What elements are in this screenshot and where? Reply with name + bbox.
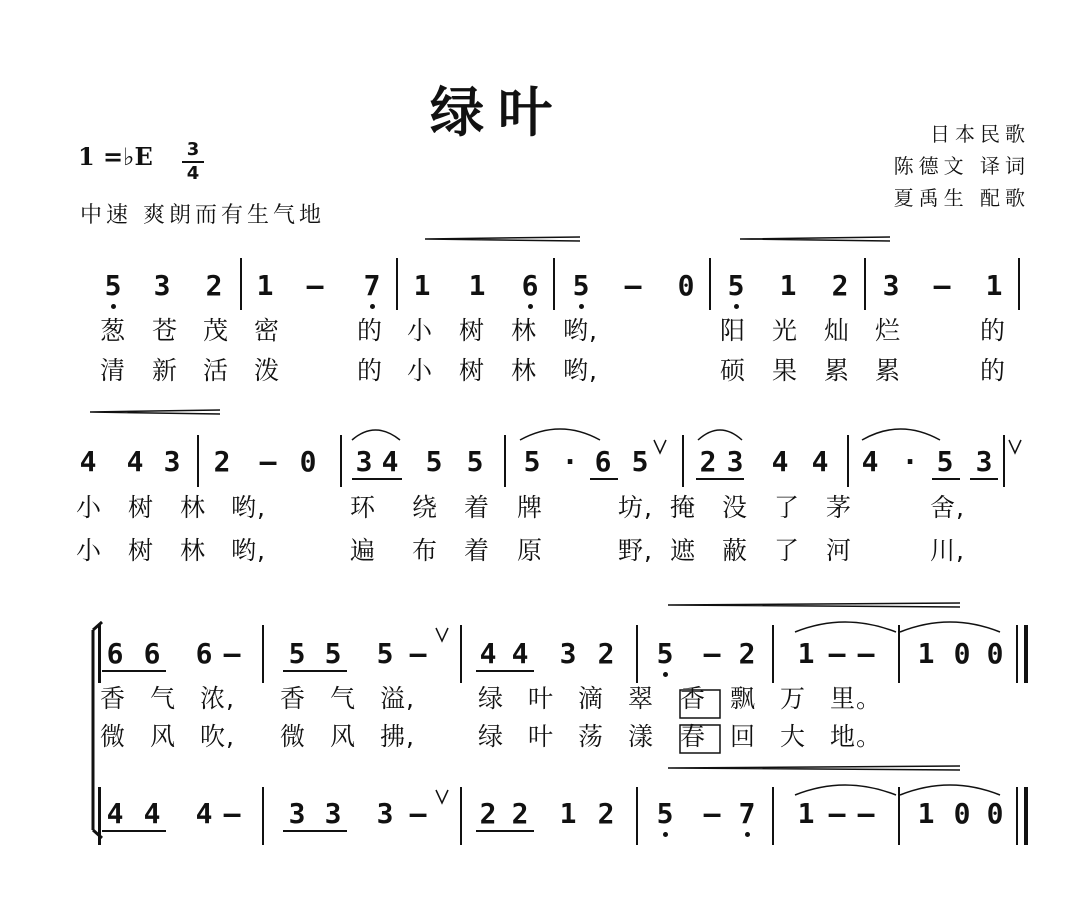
lyric-verse2: 泼 — [254, 356, 281, 385]
lyric-verse1: 的 — [357, 316, 384, 345]
system3-upper-note: 5 — [656, 637, 674, 670]
system1-note: 0 — [677, 269, 695, 302]
lyric-verse1: 茅 — [826, 493, 853, 522]
hairpin-1 — [425, 237, 580, 241]
lyric-verse2: 了 — [774, 536, 801, 565]
credit-arranger: 夏禹生 配歌 — [893, 186, 1030, 210]
lyric-verse1: 没 — [722, 493, 749, 522]
system1-note: – — [933, 269, 951, 302]
system2-note: 4 — [126, 445, 144, 478]
lyric-verse1: 浓, — [200, 684, 235, 713]
lyric-verse2: 风 — [330, 722, 357, 751]
lyric-verse1: 溢, — [380, 684, 415, 713]
slur-2 — [520, 429, 600, 440]
lyric-verse2: 的 — [357, 356, 384, 385]
lyric-verse2: 新 — [152, 356, 179, 385]
system2-note: 6 — [594, 445, 612, 478]
system3-upper-note: 1 — [917, 637, 935, 670]
credit-origin: 日本民歌 — [930, 122, 1030, 146]
system3-upper-note: 0 — [986, 637, 1004, 670]
system2-note: 5 — [523, 445, 541, 478]
breath-mark-2 — [1009, 440, 1021, 453]
song-title: 绿叶 — [430, 81, 566, 144]
system3-upper-note: 5 — [288, 637, 306, 670]
lyric-verse2: 河 — [826, 536, 853, 565]
lyric-verse2: 硕 — [720, 356, 747, 385]
system2-note: 2 — [699, 445, 717, 478]
system1-note: 1 — [413, 269, 431, 302]
lyric-verse2: 的 — [980, 356, 1007, 385]
lyric-verse1: 的 — [980, 316, 1007, 345]
system3-lower-note: – — [828, 797, 846, 830]
system2-note: 4 — [381, 445, 399, 478]
system1-note: 2 — [205, 269, 223, 302]
lyric-verse1: 哟, — [231, 493, 266, 522]
hairpin-2 — [740, 237, 890, 241]
lyric-verse1: 树 — [459, 316, 486, 345]
slur-4 — [862, 429, 940, 440]
system3-lower-note: – — [857, 797, 875, 830]
system2-note: 4 — [79, 445, 97, 478]
lyric-verse1: 阳 — [720, 316, 747, 345]
lyric-verse2: 小 — [407, 356, 434, 385]
lyric-verse2: 遍 — [350, 536, 377, 565]
lyric-verse2: 着 — [464, 536, 491, 565]
system3-lower-note: – — [703, 797, 721, 830]
system1-note: – — [624, 269, 642, 302]
system1-note: 5 — [727, 269, 745, 302]
lyric-verse2: 林 — [180, 536, 207, 565]
slur-5 — [795, 622, 1000, 632]
lyric-verse1: 绕 — [412, 493, 439, 522]
system1-note: 2 — [831, 269, 849, 302]
lyric-verse1: 林 — [180, 493, 207, 522]
system1-note: 5 — [572, 269, 590, 302]
lyric-verse1: 叶 — [528, 684, 555, 713]
time-sig-bottom: 4 — [186, 163, 200, 184]
system3-upper-note: – — [703, 637, 721, 670]
system2-note: 4 — [811, 445, 829, 478]
system1-note: 5 — [104, 269, 122, 302]
lyric-verse1: 苍 — [152, 316, 179, 345]
slur-6 — [795, 785, 1000, 795]
system3-lower-note: 3 — [324, 797, 342, 830]
system3-lower-note: 1 — [917, 797, 935, 830]
system1-note: 1 — [256, 269, 274, 302]
system2-note: 4 — [771, 445, 789, 478]
lyric-verse1: 香 — [280, 684, 307, 713]
system3-upper-note: 0 — [953, 637, 971, 670]
system2-note: 3 — [726, 445, 744, 478]
lyric-verse1: 灿 — [824, 316, 851, 345]
lyric-verse1: 茂 — [203, 316, 230, 345]
lyric-verse2: 活 — [203, 356, 230, 385]
lyric-verse1: 小 — [76, 493, 103, 522]
lyric-verse2: 蔽 — [722, 536, 749, 565]
lyric-verse2: 叶 — [528, 722, 555, 751]
lyric-verse1: 了 — [774, 493, 801, 522]
lyric-verse1: 里。 — [830, 684, 883, 713]
lyric-verse1: 万 — [780, 684, 807, 713]
hairpin-4 — [668, 603, 960, 607]
lyric-verse1: 坊, — [618, 493, 653, 522]
system3-upper-note: 5 — [324, 637, 342, 670]
lyric-verse2: 布 — [412, 536, 439, 565]
lyric-verse2: 微 — [280, 722, 307, 751]
lyric-verse2: 遮 — [670, 536, 697, 565]
lyric-verse2: 微 — [100, 722, 127, 751]
lyric-verse1: 树 — [128, 493, 155, 522]
lyric-verse1: 气 — [330, 684, 357, 713]
system1-note: 3 — [882, 269, 900, 302]
lyric-verse2: 累 — [875, 356, 902, 385]
breath-mark-4 — [436, 790, 448, 803]
system1-note: 6 — [521, 269, 539, 302]
hairpin-3 — [90, 410, 220, 414]
system1-note: 1 — [779, 269, 797, 302]
system3-upper-note: 2 — [597, 637, 615, 670]
lyric-verse1: 光 — [772, 316, 799, 345]
lyric-verse2: 吹, — [200, 722, 235, 751]
system3-lower-note: 5 — [656, 797, 674, 830]
lyric-verse1: 环 — [350, 493, 377, 522]
slur-1 — [352, 430, 400, 440]
lyric-verse1: 滴 — [578, 684, 605, 713]
system3-lower-note: 2 — [597, 797, 615, 830]
lyric-verse1: 葱 — [100, 316, 127, 345]
lyric-verse1: 牌 — [517, 493, 544, 522]
system3-lower-note: 2 — [479, 797, 497, 830]
lyric-verse1: 密 — [254, 316, 281, 345]
lyric-verse2: 累 — [824, 356, 851, 385]
lyric-verse2: 风 — [150, 722, 177, 751]
lyric-verse2: 哟, — [231, 536, 266, 565]
lyric-verse2: 小 — [76, 536, 103, 565]
system3-lower-note: 4 — [143, 797, 161, 830]
lyric-verse2: 拂, — [380, 722, 415, 751]
system3-upper-note: 6 — [143, 637, 161, 670]
system2-note: · — [561, 445, 579, 478]
system3-lower-note: – — [223, 797, 241, 830]
lyric-verse2: 树 — [128, 536, 155, 565]
lyric-verse2: 春 — [680, 722, 707, 751]
lyric-verse1: 哟, — [563, 316, 598, 345]
lyric-verse1: 翠 — [628, 684, 655, 713]
system1-note: 7 — [363, 269, 381, 302]
key-signature: 1 =♭E — [78, 142, 153, 171]
lyric-verse2: 野, — [618, 536, 653, 565]
system2-note: 3 — [163, 445, 181, 478]
lyric-verse1: 气 — [150, 684, 177, 713]
box-piao — [680, 690, 720, 718]
system3-upper-note: 5 — [376, 637, 394, 670]
system-bracket — [93, 622, 102, 838]
system3-lower-note: 1 — [797, 797, 815, 830]
lyric-verse2: 回 — [730, 722, 757, 751]
system3-upper-note: 1 — [797, 637, 815, 670]
system3-lower-note: 0 — [953, 797, 971, 830]
system3-upper-note: 4 — [511, 637, 529, 670]
box-hui — [680, 722, 720, 753]
lyric-verse2: 漾 — [628, 722, 655, 751]
system2-note: 5 — [466, 445, 484, 478]
system3-upper-note: 3 — [559, 637, 577, 670]
system1-note: 3 — [153, 269, 171, 302]
system3-lower-note: 4 — [106, 797, 124, 830]
lyric-verse1: 林 — [511, 316, 538, 345]
system3-upper-note: – — [857, 637, 875, 670]
system3-lower-note: 3 — [288, 797, 306, 830]
lyric-verse1: 香 — [680, 684, 707, 713]
lyric-verse1: 舍, — [930, 493, 965, 522]
system2-note: 4 — [861, 445, 879, 478]
lyric-verse1: 香 — [100, 684, 127, 713]
system2-note: 0 — [299, 445, 317, 478]
tempo-marking: 中速 爽朗而有生气地 — [80, 203, 325, 228]
lyric-verse2: 原 — [517, 536, 544, 565]
breath-mark-3 — [436, 628, 448, 641]
system1-note: 1 — [985, 269, 1003, 302]
lyric-verse2: 树 — [459, 356, 486, 385]
lyric-verse2: 清 — [100, 356, 127, 385]
system1-note: 1 — [468, 269, 486, 302]
system3-lower-note: 3 — [376, 797, 394, 830]
system3-upper-note: 6 — [195, 637, 213, 670]
system2-note: 5 — [936, 445, 954, 478]
time-sig-top: 3 — [186, 139, 200, 160]
lyric-verse2: 果 — [772, 356, 799, 385]
system3-lower-note: 2 — [511, 797, 529, 830]
lyric-verse2: 哟, — [563, 356, 598, 385]
system2-note: 2 — [213, 445, 231, 478]
breath-mark-1 — [654, 440, 666, 453]
lyric-verse1: 小 — [407, 316, 434, 345]
system3-upper-note: 6 — [106, 637, 124, 670]
lyric-verse2: 川, — [930, 536, 965, 565]
system3-upper-note: 4 — [479, 637, 497, 670]
hairpin-5 — [668, 766, 960, 770]
system3-lower-note: – — [409, 797, 427, 830]
system2-note: 5 — [425, 445, 443, 478]
system2-note: · — [901, 445, 919, 478]
lyric-verse2: 绿 — [478, 722, 505, 751]
system2-note: 3 — [975, 445, 993, 478]
system3-lower-note: 1 — [559, 797, 577, 830]
lyric-verse1: 飘 — [730, 684, 757, 713]
system3-upper-note: – — [828, 637, 846, 670]
system2-note: – — [259, 445, 277, 478]
credit-lyrics: 陈德文 译词 — [893, 154, 1030, 178]
lyric-verse1: 绿 — [478, 684, 505, 713]
system3-upper-note: – — [409, 637, 427, 670]
system2-note: 5 — [631, 445, 649, 478]
lyric-verse2: 大 — [780, 722, 807, 751]
lyric-verse1: 掩 — [670, 493, 697, 522]
system3-lower-note: 0 — [986, 797, 1004, 830]
system3-lower-note: 7 — [738, 797, 756, 830]
lyric-verse2: 地。 — [830, 722, 883, 751]
system3-upper-note: 2 — [738, 637, 756, 670]
lyric-verse2: 林 — [511, 356, 538, 385]
lyric-verse1: 烂 — [875, 316, 902, 345]
lyric-verse1: 着 — [464, 493, 491, 522]
system3-upper-note: – — [223, 637, 241, 670]
system3-lower-note: 4 — [195, 797, 213, 830]
lyric-verse2: 荡 — [578, 722, 605, 751]
system1-note: – — [306, 269, 324, 302]
slur-3 — [698, 430, 742, 440]
system2-note: 3 — [355, 445, 373, 478]
